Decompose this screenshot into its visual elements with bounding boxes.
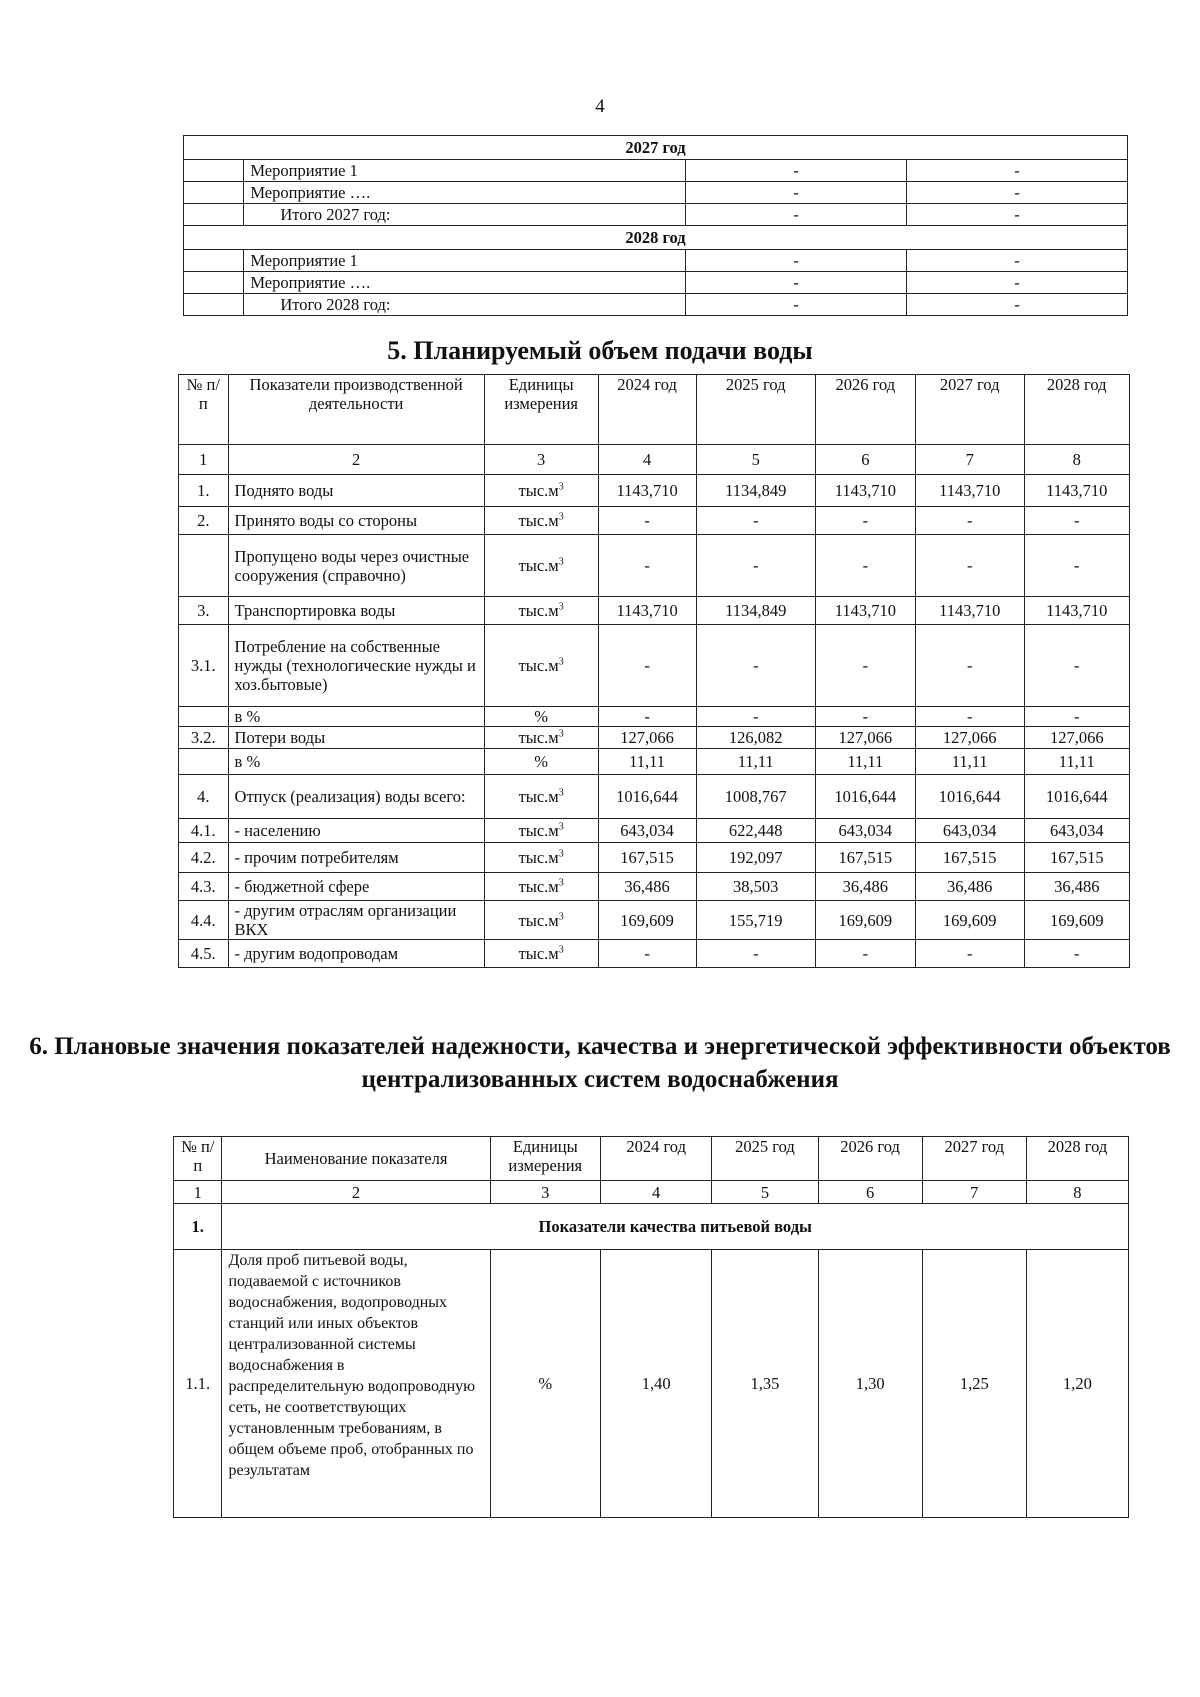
header-cell: 2026 год [818, 1137, 922, 1181]
value-cell: 1143,710 [815, 597, 915, 625]
row-number: 4.5. [179, 940, 229, 968]
value-cell: - [696, 707, 815, 727]
unit-text: % [534, 752, 549, 771]
indicator-name: в % [228, 749, 484, 775]
unit-cell [484, 597, 598, 625]
value-cell: 38,503 [696, 873, 815, 901]
value-cell: 36,486 [598, 873, 696, 901]
unit-cell [484, 727, 598, 749]
event-value: - [907, 182, 1128, 204]
unit-exponent: 3 [558, 601, 564, 613]
value-cell: 127,066 [915, 727, 1024, 749]
header-cell: Показатели производственной деятельности [228, 375, 484, 445]
event-name: Мероприятие 1 [244, 160, 686, 182]
indicator-name: - другим отраслям организации ВКХ [228, 901, 484, 940]
indicator-name: Поднято воды [228, 475, 484, 507]
unit-exponent: 3 [558, 481, 564, 493]
header-cell: 2024 год [600, 1137, 711, 1181]
index-cell: 3 [484, 445, 598, 475]
unit-text: тыс.м [518, 910, 559, 930]
table-header-row [174, 1137, 1129, 1181]
event-name: Мероприятие …. [244, 182, 686, 204]
indicator-name: - прочим потребителям [228, 843, 484, 873]
value-cell: 622,448 [696, 819, 815, 843]
unit-exponent: 3 [558, 511, 564, 523]
value-cell: - [915, 625, 1024, 707]
value-cell: 169,609 [915, 901, 1024, 940]
row-number [179, 535, 229, 597]
column-index-row [179, 445, 1130, 475]
unit-text: тыс.м [518, 821, 559, 840]
value-cell: 1,30 [818, 1250, 922, 1518]
event-value: - [686, 160, 907, 182]
unit-cell [484, 843, 598, 873]
event-number-cell [184, 204, 244, 226]
index-cell: 6 [815, 445, 915, 475]
index-cell: 3 [490, 1181, 600, 1204]
group-row [174, 1204, 1129, 1250]
row-number: 4.4. [179, 901, 229, 940]
unit-exponent: 3 [558, 556, 564, 568]
value-cell: 643,034 [915, 819, 1024, 843]
section-5-title: 5. Планируемый объем подачи воды [387, 336, 813, 365]
value-cell: 167,515 [598, 843, 696, 873]
indicator-name: Доля проб питьевой воды, подаваемой с источников водоснабжения, водопроводных станций или иных объектов централизованной системы водоснабжения в распределительную водопроводную сеть, не соответствующих установленным требованиям, в общем объеме проб, отобранных по результатам [222, 1250, 490, 1518]
table-row [179, 901, 1130, 940]
event-name: Мероприятие 1 [244, 250, 686, 272]
unit-exponent: 3 [558, 877, 564, 889]
table-row [179, 535, 1130, 597]
value-cell: 1008,767 [696, 775, 815, 819]
header-cell: Наименование показателя [222, 1137, 490, 1181]
header-cell: 2024 год [598, 375, 696, 445]
value-cell: 1143,710 [915, 597, 1024, 625]
row-number [179, 749, 229, 775]
unit-exponent: 3 [558, 848, 564, 860]
event-value: - [907, 160, 1128, 182]
unit-cell [484, 749, 598, 775]
value-cell: - [815, 940, 915, 968]
event-name: Итого 2027 год: [244, 204, 686, 226]
table-row [179, 775, 1130, 819]
unit-exponent: 3 [558, 656, 564, 668]
value-cell: 127,066 [1024, 727, 1129, 749]
indicator-name: - другим водопроводам [228, 940, 484, 968]
index-cell: 2 [222, 1181, 490, 1204]
event-name: Итого 2028 год: [244, 294, 686, 316]
row-number: 4.3. [179, 873, 229, 901]
row-number: 4.2. [179, 843, 229, 873]
value-cell: 1143,710 [815, 475, 915, 507]
index-cell: 1 [179, 445, 229, 475]
value-cell: 11,11 [1024, 749, 1129, 775]
index-cell: 7 [915, 445, 1024, 475]
event-number-cell [184, 182, 244, 204]
column-index-row [174, 1181, 1129, 1204]
indicator-name: Транспортировка воды [228, 597, 484, 625]
value-cell: 1134,849 [696, 597, 815, 625]
table-row [179, 749, 1130, 775]
row-number: 2. [179, 507, 229, 535]
value-cell: 11,11 [815, 749, 915, 775]
unit-exponent: 3 [558, 821, 564, 833]
event-number-cell [184, 160, 244, 182]
value-cell: 1143,710 [1024, 475, 1129, 507]
event-name: Мероприятие …. [244, 272, 686, 294]
value-cell: 1,35 [712, 1250, 818, 1518]
table-header-row [179, 375, 1130, 445]
header-cell: № п/п [174, 1137, 222, 1181]
group-title: Показатели качества питьевой воды [222, 1204, 1129, 1250]
row-number: 3. [179, 597, 229, 625]
value-cell: - [815, 625, 915, 707]
index-cell: 7 [922, 1181, 1026, 1204]
page-number: 4 [595, 96, 605, 117]
unit-text: тыс.м [518, 944, 559, 963]
event-value: - [686, 182, 907, 204]
value-cell: 127,066 [598, 727, 696, 749]
row-number: 1. [179, 475, 229, 507]
index-cell: 6 [818, 1181, 922, 1204]
unit-text: тыс.м [518, 511, 559, 530]
event-value: - [686, 272, 907, 294]
row-number: 4.1. [179, 819, 229, 843]
year-row [184, 226, 1128, 250]
value-cell: - [598, 507, 696, 535]
index-cell: 4 [598, 445, 696, 475]
index-cell: 8 [1026, 1181, 1128, 1204]
row-number: 3.1. [179, 625, 229, 707]
event-row [184, 272, 1128, 294]
table-row [179, 597, 1130, 625]
index-cell: 4 [600, 1181, 711, 1204]
header-cell: № п/п [179, 375, 229, 445]
unit-cell [484, 775, 598, 819]
indicator-name: в % [228, 707, 484, 727]
unit-text: тыс.м [518, 787, 559, 806]
value-cell: 167,515 [815, 843, 915, 873]
event-value: - [907, 204, 1128, 226]
value-cell: 1,20 [1026, 1250, 1128, 1518]
unit-text: тыс.м [518, 601, 559, 620]
events-table [183, 135, 1128, 316]
unit-cell [484, 819, 598, 843]
header-cell: 2028 год [1026, 1137, 1128, 1181]
unit-cell: % [490, 1250, 600, 1518]
unit-exponent: 3 [558, 911, 564, 922]
value-cell: 643,034 [1024, 819, 1129, 843]
row-number [179, 707, 229, 727]
value-cell: 643,034 [598, 819, 696, 843]
value-cell: 643,034 [815, 819, 915, 843]
unit-cell [484, 535, 598, 597]
event-row [184, 160, 1128, 182]
indicator-name: - бюджетной сфере [228, 873, 484, 901]
value-cell: 169,609 [598, 901, 696, 940]
unit-cell [484, 940, 598, 968]
event-row [184, 294, 1128, 316]
value-cell: - [1024, 940, 1129, 968]
value-cell: - [1024, 507, 1129, 535]
value-cell: - [815, 535, 915, 597]
value-cell: 1143,710 [598, 597, 696, 625]
value-cell: 1016,644 [1024, 775, 1129, 819]
unit-cell [484, 475, 598, 507]
value-cell: 155,719 [696, 901, 815, 940]
value-cell: 1016,644 [815, 775, 915, 819]
value-cell: 169,609 [1024, 901, 1129, 940]
row-number: 3.2. [179, 727, 229, 749]
unit-cell [484, 707, 598, 727]
table-row [179, 625, 1130, 707]
event-value: - [907, 294, 1128, 316]
header-cell: Единицы измерения [490, 1137, 600, 1181]
value-cell: - [696, 507, 815, 535]
header-cell: 2027 год [915, 375, 1024, 445]
header-cell: 2028 год [1024, 375, 1129, 445]
value-cell: 1143,710 [915, 475, 1024, 507]
value-cell: - [815, 707, 915, 727]
table-row [179, 819, 1130, 843]
unit-cell [484, 901, 598, 940]
value-cell: 11,11 [696, 749, 815, 775]
value-cell: 167,515 [1024, 843, 1129, 873]
year-label: 2028 год [184, 226, 1128, 250]
value-cell: - [598, 940, 696, 968]
event-row [184, 204, 1128, 226]
value-cell: 36,486 [815, 873, 915, 901]
index-cell: 2 [228, 445, 484, 475]
value-cell: - [815, 507, 915, 535]
table-row [179, 507, 1130, 535]
table-row [179, 843, 1130, 873]
value-cell: 11,11 [915, 749, 1024, 775]
water-supply-table [178, 374, 1130, 968]
value-cell: - [1024, 535, 1129, 597]
unit-exponent: 3 [558, 728, 564, 740]
value-cell: 127,066 [815, 727, 915, 749]
index-cell: 1 [174, 1181, 222, 1204]
unit-text: тыс.м [518, 656, 559, 675]
index-cell: 5 [712, 1181, 818, 1204]
event-row [184, 250, 1128, 272]
value-cell: 36,486 [1024, 873, 1129, 901]
unit-cell [484, 507, 598, 535]
value-cell: - [915, 535, 1024, 597]
table-row [179, 873, 1130, 901]
indicator-name: Потребление на собственные нужды (технологические нужды и хоз.бытовые) [228, 625, 484, 707]
value-cell: 169,609 [815, 901, 915, 940]
value-cell: - [696, 940, 815, 968]
value-cell: 11,11 [598, 749, 696, 775]
indicator-name: Пропущено воды через очистные сооружения (справочно) [228, 535, 484, 597]
header-cell: 2026 год [815, 375, 915, 445]
table-row [179, 727, 1130, 749]
event-number-cell [184, 272, 244, 294]
unit-text: тыс.м [518, 848, 559, 867]
value-cell: - [598, 535, 696, 597]
unit-text: тыс.м [518, 728, 559, 747]
value-cell: 1134,849 [696, 475, 815, 507]
quality-indicators-table [173, 1136, 1129, 1518]
header-cell: 2025 год [696, 375, 815, 445]
header-cell: 2025 год [712, 1137, 818, 1181]
value-cell: 1016,644 [598, 775, 696, 819]
value-cell: - [696, 625, 815, 707]
value-cell: 1016,644 [915, 775, 1024, 819]
indicator-name: Отпуск (реализация) воды всего: [228, 775, 484, 819]
value-cell: 1,25 [922, 1250, 1026, 1518]
unit-cell [484, 625, 598, 707]
unit-text: тыс.м [518, 481, 559, 500]
event-number-cell [184, 294, 244, 316]
row-number: 1.1. [174, 1250, 222, 1518]
unit-exponent: 3 [558, 787, 564, 799]
unit-text: % [534, 707, 549, 726]
value-cell: - [696, 535, 815, 597]
index-cell: 8 [1024, 445, 1129, 475]
header-cell: Единицы измерения [484, 375, 598, 445]
value-cell: - [915, 507, 1024, 535]
table-row [179, 475, 1130, 507]
group-number: 1. [174, 1204, 222, 1250]
value-cell: 192,097 [696, 843, 815, 873]
value-cell: - [1024, 707, 1129, 727]
value-cell: 167,515 [915, 843, 1024, 873]
event-value: - [686, 294, 907, 316]
table-row [179, 940, 1130, 968]
value-cell: - [915, 940, 1024, 968]
value-cell: 36,486 [915, 873, 1024, 901]
value-cell: - [598, 625, 696, 707]
indicator-name: Потери воды [228, 727, 484, 749]
table-row [179, 707, 1130, 727]
value-cell: - [1024, 625, 1129, 707]
unit-exponent: 3 [558, 944, 564, 956]
event-value: - [907, 250, 1128, 272]
event-row [184, 182, 1128, 204]
value-cell: 1,40 [600, 1250, 711, 1518]
year-row [184, 136, 1128, 160]
header-cell: 2027 год [922, 1137, 1026, 1181]
event-number-cell [184, 250, 244, 272]
event-value: - [686, 204, 907, 226]
year-label: 2027 год [184, 136, 1128, 160]
value-cell: - [598, 707, 696, 727]
event-value: - [907, 272, 1128, 294]
unit-cell [484, 873, 598, 901]
section-6-title: 6. Плановые значения показателей надежности, качества и энергетической эффективности объектов централизованных систем водоснабжения [29, 1033, 1171, 1093]
row-number: 4. [179, 775, 229, 819]
value-cell: - [915, 707, 1024, 727]
value-cell: 1143,710 [1024, 597, 1129, 625]
indicator-name: - населению [228, 819, 484, 843]
table-row [174, 1250, 1129, 1518]
value-cell: 126,082 [696, 727, 815, 749]
unit-text: тыс.м [518, 877, 559, 896]
unit-text: тыс.м [518, 556, 559, 575]
indicator-name: Принято воды со стороны [228, 507, 484, 535]
event-value: - [686, 250, 907, 272]
value-cell: 1143,710 [598, 475, 696, 507]
index-cell: 5 [696, 445, 815, 475]
